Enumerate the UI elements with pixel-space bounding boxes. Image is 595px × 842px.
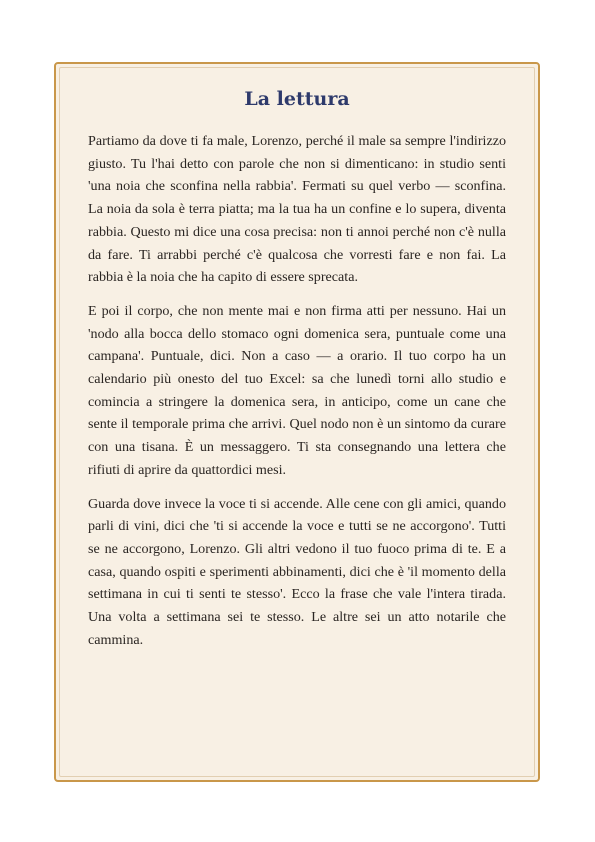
document-title: La lettura [244,88,350,110]
paragraph-1: Partiamo da dove ti fa male, Lorenzo, perché il male sa sempre l'indirizzo giusto. Tu l'hai detto con parole che non si dimenticano: in studio senti 'una noia che sconfina nella rabbia'. Fermati su quel verbo — sconfina. La noia da sola è terra piatta; ma la tua ha un confine e lo supera, diventa rabbia. Questo mi dice una cosa precisa: non ti annoi perché non c'è nulla da fare. Ti arrabbi perché c'è qualcosa che vorresti fare e non fai. La rabbia è la noia che ha capito di essere sprecata. [88,133,506,286]
paragraph-2: E poi il corpo, che non mente mai e non firma atti per nessuno. Hai un 'nodo alla bocca dello stomaco ogni domenica sera, puntuale come una campana'. Puntuale, dici. Non a caso — a orario. Il tuo corpo ha un calendario più onesto del tuo Excel: sa che lunedì torni allo studio e comincia a stringere la domenica sera, in anticipo, come un cane che sente il temporale prima che arrivi. Quel nodo non è un sintomo da curare con una tisana. È un messaggero. Ti sta consegnando una lettera che rifiuti di aprire da quattordici mesi. [88,302,506,478]
document-content [88,84,506,662]
document-page [54,62,540,782]
paragraph-3: Guarda dove invece la voce ti si accende. Alle cene con gli amici, quando parli di vini, dici che 'ti si accende la voce e tutti se ne accorgono'. Tutti se ne accorgono, Lorenzo. Gli altri vedono il tuo fuoco prima di te. E a casa, quando ospiti e sperimenti abbinamenti, dici che è 'il momento della settimana in cui ti senti te stesso'. Ecco la frase che vale l'intera tirada. Una volta a settimana sei te stesso. Le altre sei un atto notarile che cammina. [88,495,506,648]
